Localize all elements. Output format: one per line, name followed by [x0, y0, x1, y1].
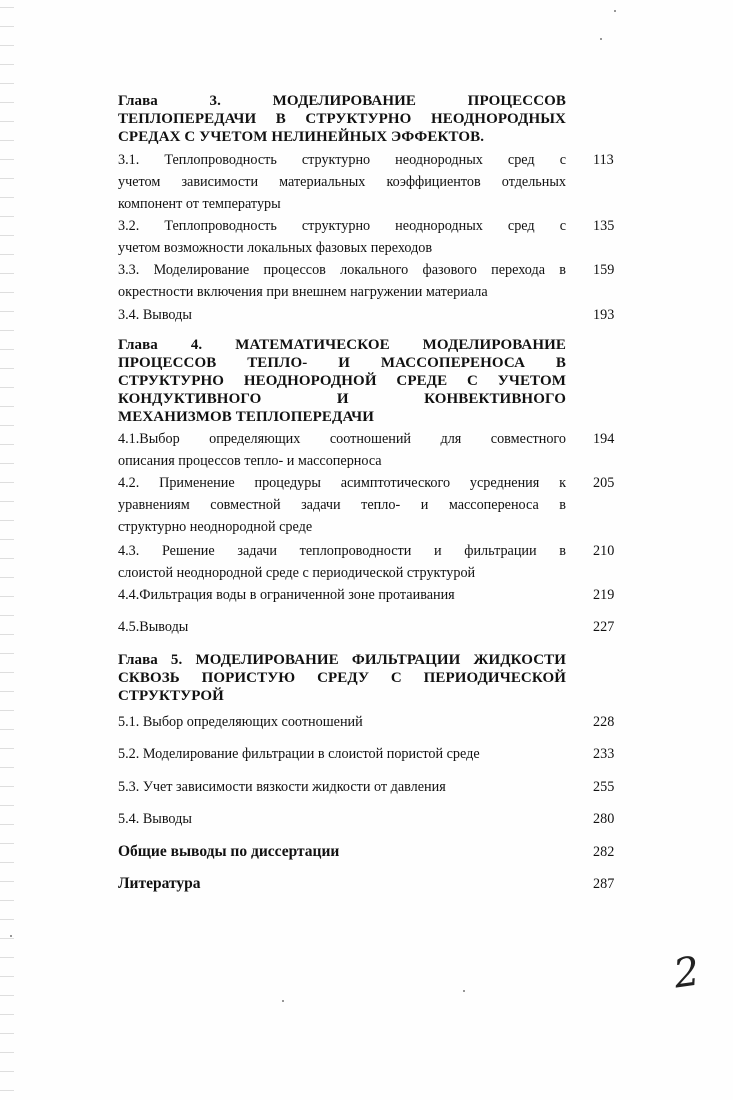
toc-entry-5-4: [118, 808, 615, 830]
heading-line: Глава 4. МАТЕМАТИЧЕСКОЕ МОДЕЛИРОВАНИЕ: [118, 337, 566, 353]
toc-entry-3-3: [118, 259, 615, 303]
page-number: 194: [593, 431, 615, 447]
scan-speck: [614, 10, 616, 12]
entry-line: описания процессов тепло- и массоперноса: [118, 453, 382, 469]
toc-entry-4-1: [118, 428, 615, 472]
entry-line: Общие выводы по диссертации: [118, 843, 340, 860]
toc-entry-conclusions: [118, 841, 615, 863]
entry-line: уравнениям совместной задачи тепло- и массопереноса в: [118, 497, 566, 513]
heading-line: ТЕПЛОПЕРЕДАЧИ В СТРУКТУРНО НЕОДНОРОДНЫХ: [118, 111, 566, 127]
entry-line: 3.1. Теплопроводность структурно неоднородных сред с: [118, 152, 566, 168]
heading-line: СРЕДАХ С УЧЕТОМ НЕЛИНЕЙНЫХ ЭФФЕКТОВ.: [118, 129, 485, 145]
page-number: 287: [593, 876, 615, 892]
page-number: 210: [593, 543, 615, 559]
entry-line: 4.1.Выбор определяющих соотношений для совместного: [118, 431, 566, 447]
scan-speck: [282, 1000, 284, 1002]
page-number: 228: [593, 714, 615, 730]
entry-line: слоистой неоднородной среде с периодической структурой: [118, 565, 476, 581]
toc-entry-3-2: [118, 215, 615, 259]
entry-line: окрестности включения при внешнем нагружении материала: [118, 284, 488, 300]
entry-line: 5.4. Выводы: [118, 811, 192, 827]
heading-line: МЕХАНИЗМОВ ТЕПЛОПЕРЕДАЧИ: [118, 409, 374, 425]
entry-line: 5.3. Учет зависимости вязкости жидкости от давления: [118, 779, 446, 795]
toc-entry-4-4: [118, 584, 615, 606]
toc-entry-literature: [118, 873, 615, 895]
entry-line: Литература: [118, 875, 201, 892]
page-number: 280: [593, 811, 615, 827]
page-number: 205: [593, 475, 615, 491]
toc-entry-5-1: [118, 711, 615, 733]
page-number: 113: [593, 152, 614, 168]
entry-line: 3.3. Моделирование процессов локального фазового перехода в: [118, 262, 566, 278]
entry-line: 3.4. Выводы: [118, 307, 192, 323]
toc-entry-4-2: [118, 472, 615, 538]
toc-entry-4-3: [118, 540, 615, 584]
entry-line: 3.2. Теплопроводность структурно неоднородных сред с: [118, 218, 566, 234]
scan-speck: [600, 38, 602, 40]
heading-line: КОНДУКТИВНОГО И КОНВЕКТИВНОГО: [118, 391, 566, 407]
scan-speck: [463, 990, 465, 992]
page-number: 135: [593, 218, 615, 234]
heading-line: СТРУКТУРОЙ: [118, 688, 224, 704]
entry-line: 4.2. Применение процедуры асимптотического усреднения к: [118, 475, 566, 491]
entry-line: компонент от температуры: [118, 196, 281, 212]
heading-line: СТРУКТУРНО НЕОДНОРОДНОЙ СРЕДЕ С УЧЕТОМ: [118, 373, 566, 389]
toc-entry-3-4: [118, 304, 615, 326]
entry-line: учетом зависимости материальных коэффициентов отдельных: [118, 174, 566, 190]
entry-line: структурно неоднородной среде: [118, 519, 313, 535]
page-number: 227: [593, 619, 615, 635]
chapter-4-heading: [118, 336, 566, 426]
heading-line: Глава 3. МОДЕЛИРОВАНИЕ ПРОЦЕССОВ: [118, 93, 566, 109]
entry-line: учетом возможности локальных фазовых переходов: [118, 240, 433, 256]
page-number: 282: [593, 844, 615, 860]
scan-speck: [10, 935, 12, 937]
page-number: 219: [593, 587, 615, 603]
toc-entry-3-1: [118, 149, 614, 215]
entry-line: 4.5.Выводы: [118, 619, 189, 635]
heading-line: СКВОЗЬ ПОРИСТУЮ СРЕДУ С ПЕРИОДИЧЕСКОЙ: [118, 670, 566, 686]
page-number: 159: [593, 262, 615, 278]
heading-line: ПРОЦЕССОВ ТЕПЛО- И МАССОПЕРЕНОСА В: [118, 355, 566, 371]
entry-line: 4.4.Фильтрация воды в ограниченной зоне протаивания: [118, 587, 455, 603]
toc-entry-5-3: [118, 776, 615, 798]
toc-entry-5-2: [118, 743, 615, 765]
page-number: 233: [593, 746, 615, 762]
heading-line: Глава 5. МОДЕЛИРОВАНИЕ ФИЛЬТРАЦИИ ЖИДКОСТИ: [118, 652, 566, 668]
handwritten-page-number: 2: [670, 948, 703, 998]
entry-line: 5.2. Моделирование фильтрации в слоистой пористой среде: [118, 746, 480, 762]
page-number: 193: [593, 307, 615, 323]
toc-entry-4-5: [118, 616, 615, 638]
chapter-5-heading: [118, 651, 566, 705]
entry-line: 5.1. Выбор определяющих соотношений: [118, 714, 363, 730]
entry-line: 4.3. Решение задачи теплопроводности и фильтрации в: [118, 543, 566, 559]
page-number: 255: [593, 779, 615, 795]
chapter-3-heading: [118, 92, 566, 146]
